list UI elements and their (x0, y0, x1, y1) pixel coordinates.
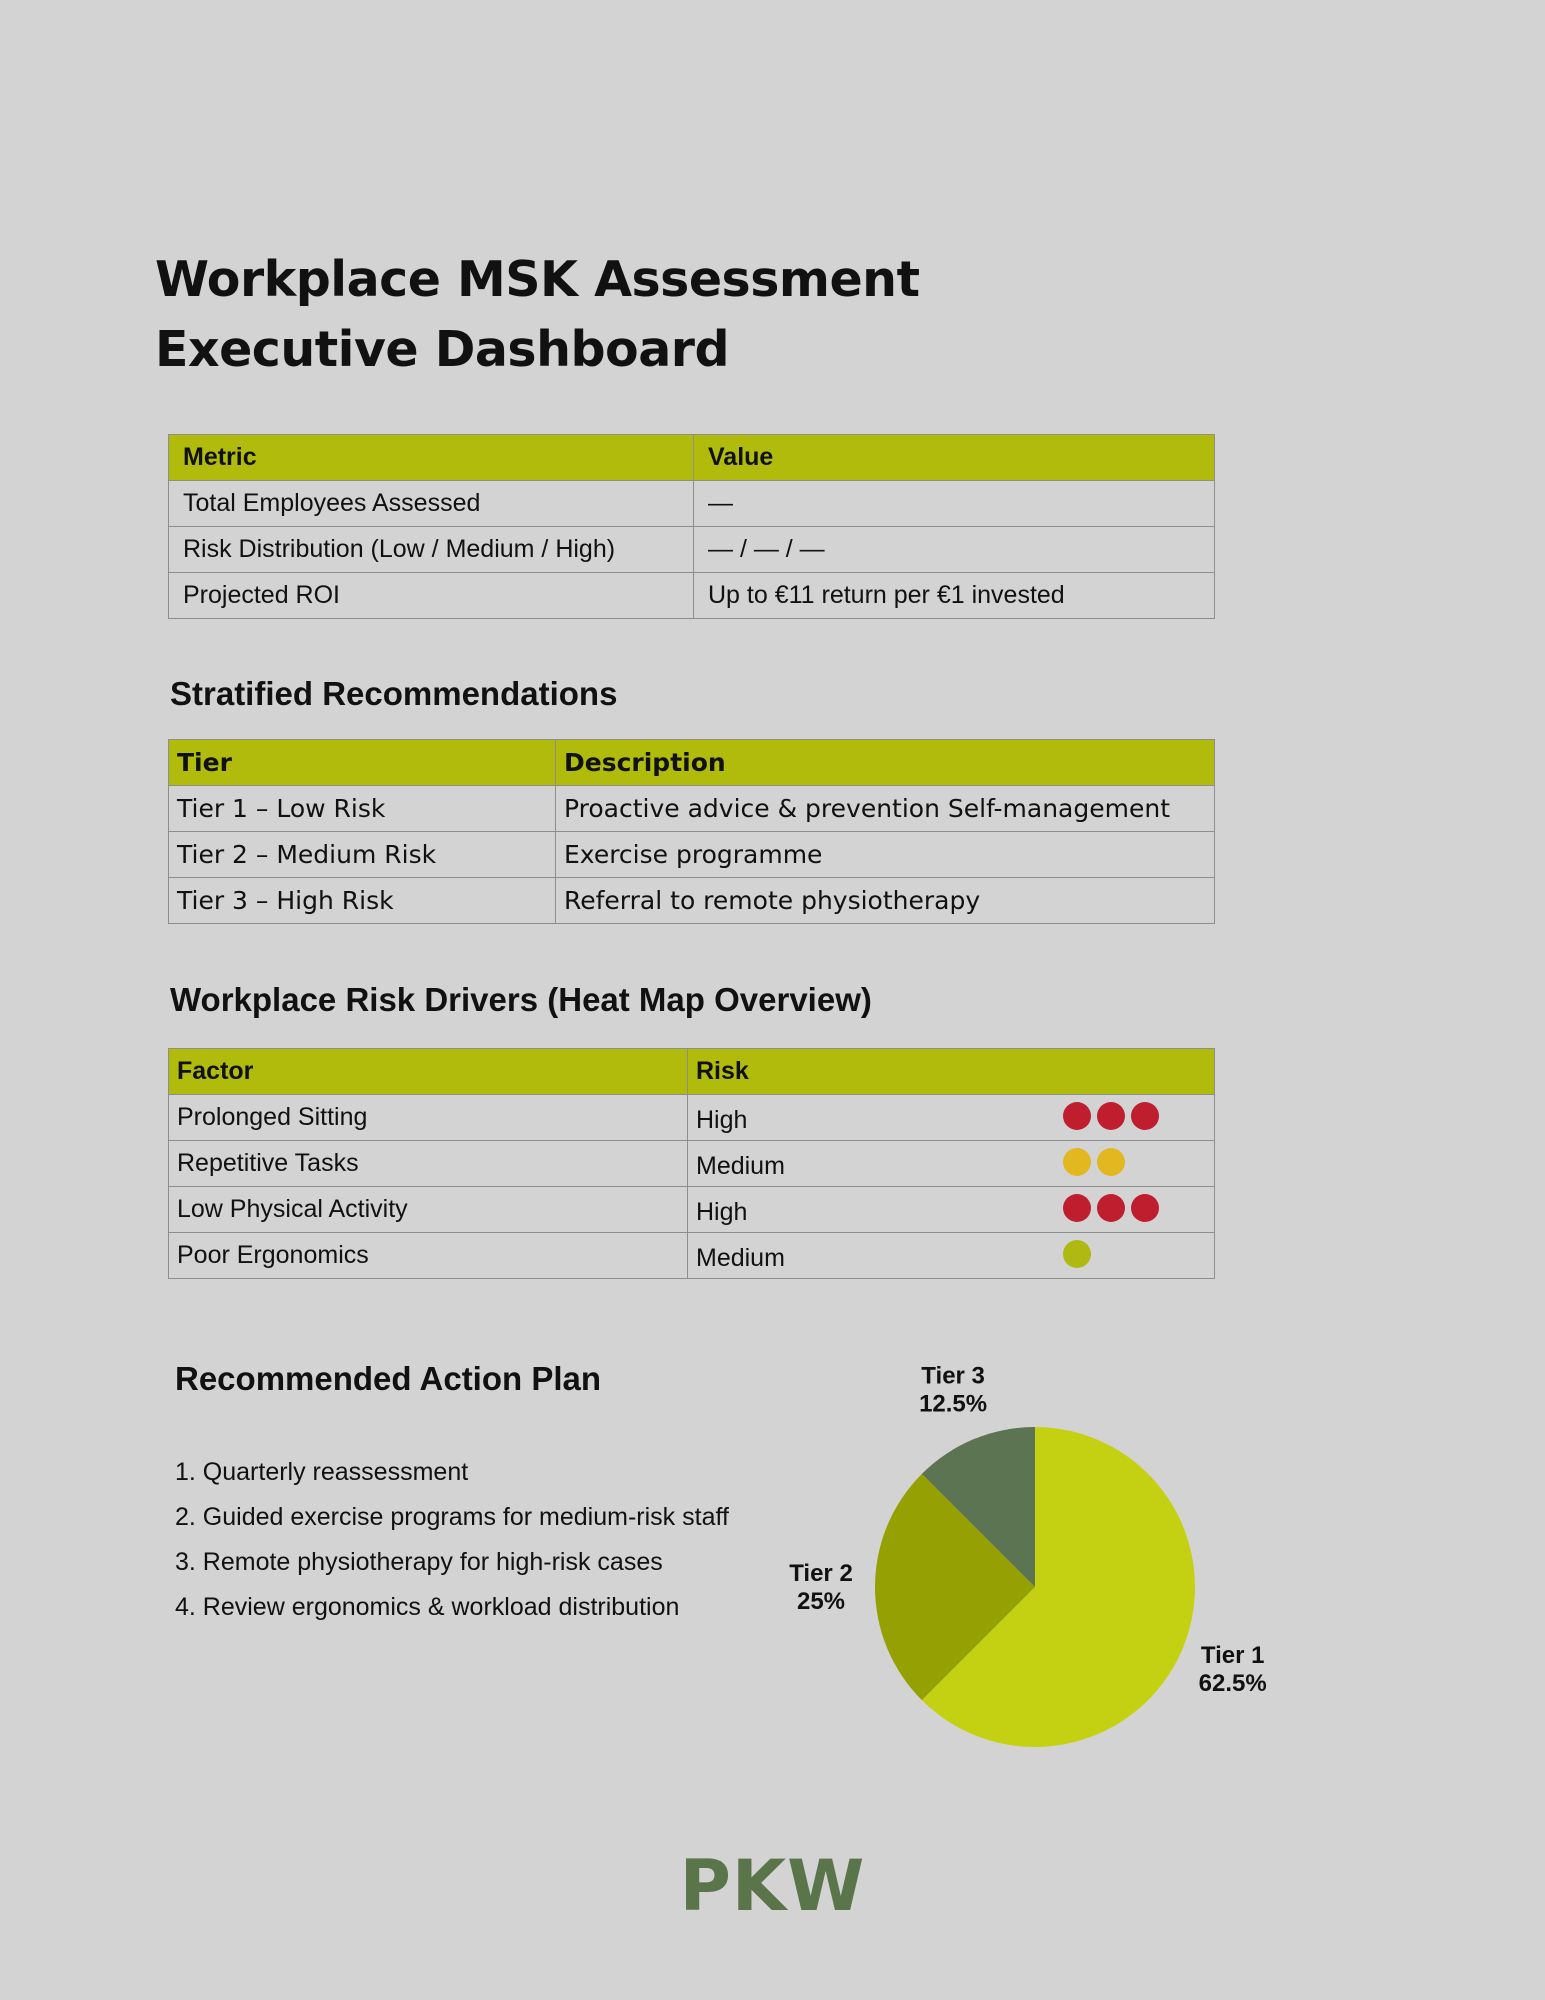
metric-value: — / — / — (694, 527, 1215, 573)
pie-label-tier-2: Tier 2 25% (789, 1560, 853, 1615)
risk-dots (1063, 1240, 1091, 1268)
action-plan-heading: Recommended Action Plan (175, 1360, 602, 1397)
tier-name: Tier 3 – High Risk (169, 878, 556, 924)
metrics-table (168, 434, 1215, 619)
table-row (169, 481, 1215, 527)
table-row (169, 1187, 1215, 1233)
risk-dot (1063, 1102, 1091, 1130)
risk-level: High (696, 1198, 748, 1226)
action-plan-list (175, 1452, 729, 1632)
risk-dots (1063, 1102, 1159, 1130)
risk-cell (688, 1233, 1215, 1279)
tier-name: Tier 2 – Medium Risk (169, 832, 556, 878)
risk-drivers-table (168, 1048, 1215, 1279)
table-row (169, 878, 1215, 924)
title-line-1: Workplace MSK Assessment (155, 251, 920, 308)
column-header-value: Value (694, 435, 1215, 481)
metric-name: Risk Distribution (Low / Medium / High) (169, 527, 694, 573)
risk-dot (1097, 1102, 1125, 1130)
title-line-2: Executive Dashboard (155, 321, 730, 378)
risk-dot (1131, 1194, 1159, 1222)
table-header-row (169, 435, 1215, 481)
risk-cell (688, 1187, 1215, 1233)
risk-drivers-heading: Workplace Risk Drivers (Heat Map Overview) (170, 981, 872, 1018)
table-row (169, 832, 1215, 878)
pie-label-tier-1: Tier 1 62.5% (1198, 1641, 1267, 1697)
table-row (169, 1141, 1215, 1187)
risk-level: High (696, 1106, 748, 1134)
list-item: 3. Remote physiotherapy for high-risk cases (175, 1548, 663, 1576)
tier-description: Referral to remote physiotherapy (556, 878, 1215, 924)
metric-value: — (694, 481, 1215, 527)
factor-name: Prolonged Sitting (169, 1095, 688, 1141)
risk-dot (1063, 1148, 1091, 1176)
column-header-risk: Risk (688, 1049, 1215, 1095)
risk-dots (1063, 1148, 1125, 1176)
table-row (169, 1233, 1215, 1279)
risk-dot (1063, 1194, 1091, 1222)
tier-description: Proactive advice & prevention Self-management (556, 786, 1215, 832)
column-header-tier: Tier (169, 740, 556, 786)
pkw-logo: PKW (679, 1845, 866, 1927)
risk-dots (1063, 1194, 1159, 1222)
table-row (169, 786, 1215, 832)
list-item: 2. Guided exercise programs for medium-risk staff (175, 1503, 729, 1531)
metric-value: Up to €11 return per €1 invested (694, 573, 1215, 619)
recommendations-heading: Stratified Recommendations (170, 675, 618, 712)
risk-dot (1131, 1102, 1159, 1130)
tier-distribution-pie-chart (760, 1340, 1320, 1760)
table-header-row (169, 740, 1215, 786)
risk-dot (1097, 1148, 1125, 1176)
table-row (169, 573, 1215, 619)
factor-name: Low Physical Activity (169, 1187, 688, 1233)
page-title (155, 245, 920, 385)
metric-name: Projected ROI (169, 573, 694, 619)
factor-name: Poor Ergonomics (169, 1233, 688, 1279)
table-header-row (169, 1049, 1215, 1095)
table-row (169, 527, 1215, 573)
column-header-factor: Factor (169, 1049, 688, 1095)
factor-name: Repetitive Tasks (169, 1141, 688, 1187)
risk-dot (1097, 1194, 1125, 1222)
risk-level: Medium (696, 1244, 785, 1272)
tier-description: Exercise programme (556, 832, 1215, 878)
pie-label-tier-3: Tier 3 12.5% (919, 1362, 988, 1418)
column-header-metric: Metric (169, 435, 694, 481)
column-header-description: Description (556, 740, 1215, 786)
risk-cell (688, 1095, 1215, 1141)
risk-dot (1063, 1240, 1091, 1268)
list-item: 4. Review ergonomics & workload distribution (175, 1593, 680, 1621)
metric-name: Total Employees Assessed (169, 481, 694, 527)
risk-cell (688, 1141, 1215, 1187)
list-item: 1. Quarterly reassessment (175, 1458, 469, 1486)
table-row (169, 1095, 1215, 1141)
recommendations-table (168, 739, 1215, 924)
risk-level: Medium (696, 1152, 785, 1180)
tier-name: Tier 1 – Low Risk (169, 786, 556, 832)
